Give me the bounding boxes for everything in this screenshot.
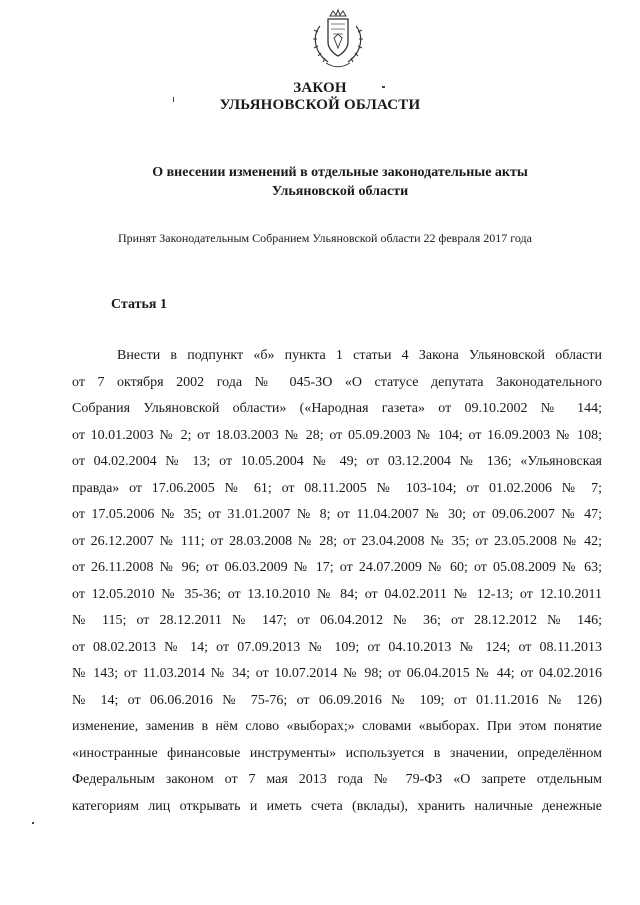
coat-of-arms-icon bbox=[306, 8, 370, 70]
body-line: № 14; от 06.06.2016 № 75-76; от 06.09.2016 № 109; от 01.11.2016 № 126) bbox=[72, 692, 602, 708]
subject-line2: Ульяновской области bbox=[271, 184, 409, 199]
body-line: Внести в подпункт «б» пункта 1 статьи 4 Закона Ульяновской области bbox=[117, 348, 602, 363]
body-line: Федеральным законом от 7 мая 2013 года № 79-ФЗ «О запрете отдельным bbox=[72, 772, 602, 787]
subject-line1: О внесении изменений в отдельные законодательные акты bbox=[152, 165, 528, 180]
body-line: Собрания Ульяновской области» («Народная газета» от 09.10.2002 № 144; bbox=[72, 401, 602, 416]
body-line: «иностранные финансовые инструменты» используется в значении, определённом bbox=[72, 745, 602, 761]
body-line: от 10.01.2003 № 2; от 18.03.2003 № 28; от 05.09.2003 № 104; от 16.09.2003 № 108; bbox=[72, 427, 602, 443]
body-line: от 12.05.2010 № 35-36; от 13.10.2010 № 84; от 04.02.2011 № 12-13; от 12.10.2011 bbox=[72, 586, 602, 602]
body-line: от 08.02.2013 № 14; от 07.09.2013 № 109; от 04.10.2013 № 124; от 08.11.2013 bbox=[72, 639, 602, 655]
body-line: № 115; от 28.12.2011 № 147; от 06.04.2012 № 36; от 28.12.2012 № 146; bbox=[72, 613, 602, 628]
article-body bbox=[72, 343, 602, 820]
scan-speck bbox=[173, 97, 174, 102]
scan-speck bbox=[32, 822, 34, 824]
body-line: категориям лиц открывать и иметь счета (вклады), хранить наличные денежные bbox=[72, 798, 602, 814]
body-line: от 7 октября 2002 года № 045-ЗО «О статусе депутата Законодательного bbox=[72, 374, 602, 390]
body-line: от 17.05.2006 № 35; от 31.01.2007 № 8; от 11.04.2007 № 30; от 09.06.2007 № 47; bbox=[72, 507, 602, 522]
body-line: правда» от 17.06.2005 № 61; от 08.11.2005 № 103-104; от 01.02.2006 № 7; bbox=[72, 480, 602, 496]
body-line: № 143; от 11.03.2014 № 34; от 10.07.2014 № 98; от 06.04.2015 № 44; от 04.02.2016 bbox=[72, 666, 602, 681]
law-title-line1: ЗАКОН bbox=[293, 80, 347, 96]
scan-speck bbox=[382, 86, 385, 88]
adoption-note: Принят Законодательным Собранием Ульяновской области 22 февраля 2017 года bbox=[118, 231, 532, 245]
article-heading: Статья 1 bbox=[111, 297, 167, 312]
law-title-line2: УЛЬЯНОВСКОЙ ОБЛАСТИ bbox=[219, 97, 421, 113]
body-line: от 04.02.2004 № 13; от 10.05.2004 № 49; от 03.12.2004 № 136; «Ульяновская bbox=[72, 454, 602, 469]
body-line: от 26.12.2007 № 111; от 28.03.2008 № 28; от 23.04.2008 № 35; от 23.05.2008 № 42; bbox=[72, 533, 602, 549]
body-line: от 26.11.2008 № 96; от 06.03.2009 № 17; от 24.07.2009 № 60; от 05.08.2009 № 63; bbox=[72, 560, 602, 575]
body-line: изменение, заменив в нём слово «выборах;» словами «выборах. При этом понятие bbox=[72, 719, 602, 734]
